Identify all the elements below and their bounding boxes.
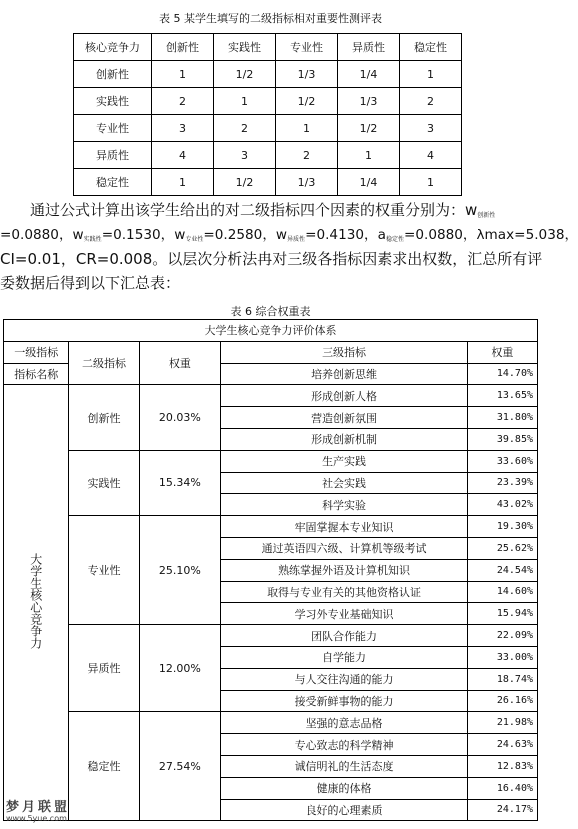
table-header-row xyxy=(74,34,462,61)
level3-weight: 43.02% xyxy=(467,494,537,516)
level3-weight: 25.62% xyxy=(467,537,537,559)
table-row xyxy=(74,142,462,169)
subscript: 创新性 xyxy=(477,212,496,219)
level3-weight: 15.94% xyxy=(467,603,537,625)
table-cell: 1 xyxy=(152,169,214,196)
subscript: 实践性 xyxy=(83,236,102,243)
level2-name: 实践性 xyxy=(69,450,139,515)
level3-weight: 31.80% xyxy=(467,407,537,429)
paragraph-text: 通过公式计算出该学生给出的对二级指标四个因素的权重分别为：w xyxy=(30,201,478,219)
table-cell: 1/3 xyxy=(276,169,338,196)
level3-weight: 13.65% xyxy=(467,385,537,407)
level3-item: 团队合作能力 xyxy=(221,625,468,647)
level3-item: 通过英语四六级、计算机等级考试 xyxy=(221,537,468,559)
table-cell: 1/2 xyxy=(276,88,338,115)
level3-weight: 39.85% xyxy=(467,428,537,450)
table-cell: 1/4 xyxy=(338,169,400,196)
level2-weight: 25.10% xyxy=(139,516,221,625)
level2-weight: 12.00% xyxy=(139,625,221,712)
level3-item: 取得与专业有关的其他资格认证 xyxy=(221,581,468,603)
level1-label: 大学生核心竞争力 xyxy=(28,553,43,650)
table5 xyxy=(73,33,462,196)
level3-item: 牢固掌握本专业知识 xyxy=(221,516,468,538)
level3-item: 学习外专业基础知识 xyxy=(221,603,468,625)
level3-item: 自学能力 xyxy=(221,646,468,668)
level3-item: 与人交往沟通的能力 xyxy=(221,668,468,690)
header-cell: 创新性 xyxy=(152,34,214,61)
header-weight: 权重 xyxy=(139,341,221,385)
table-row xyxy=(74,169,462,196)
paragraph-line-4: 委数据后得到以下汇总表： xyxy=(0,274,181,292)
level2-name: 专业性 xyxy=(69,516,139,625)
level3-weight: 33.60% xyxy=(467,450,537,472)
level2-name: 创新性 xyxy=(69,385,139,450)
table6-caption: 表 6 综合权重表 xyxy=(230,305,311,318)
header-cell: 专业性 xyxy=(276,34,338,61)
table-cell: 2 xyxy=(400,88,462,115)
paragraph-text: =0.4130，a xyxy=(305,227,386,243)
level3-weight: 21.98% xyxy=(467,712,537,734)
table-row xyxy=(74,115,462,142)
level2-weight: 20.03% xyxy=(139,385,221,450)
table-cell: 1 xyxy=(214,88,276,115)
level3-weight: 12.83% xyxy=(467,755,537,777)
table-cell: 2 xyxy=(152,88,214,115)
paragraph-text: =0.1530，w xyxy=(101,227,186,243)
header-cell: 异质性 xyxy=(338,34,400,61)
paragraph-line-3: CI=0.01，CR=0.008。以层次分析法冉对三级各指标因素求出权数，汇总所有评 xyxy=(0,250,543,268)
table-cell: 1 xyxy=(400,169,462,196)
level3-weight: 14.60% xyxy=(467,581,537,603)
level3-weight: 24.54% xyxy=(467,559,537,581)
table-cell: 1 xyxy=(338,142,400,169)
level3-weight: 19.30% xyxy=(467,516,537,538)
table-cell: 2 xyxy=(214,115,276,142)
table-cell: 1/3 xyxy=(276,61,338,88)
level3-item: 良好的心理素质 xyxy=(221,799,468,821)
level3-weight: 24.63% xyxy=(467,734,537,756)
level3-item: 专心致志的科学精神 xyxy=(221,734,468,756)
level3-item: 诚信明礼的生活态度 xyxy=(221,755,468,777)
table6 xyxy=(3,319,538,821)
watermark-url: www.5yue.com xyxy=(6,814,67,823)
table-cell: 1/2 xyxy=(214,61,276,88)
header-level2: 二级指标 xyxy=(69,341,139,385)
subscript: 稳定性 xyxy=(385,236,404,243)
level3-item: 社会实践 xyxy=(221,472,468,494)
paragraph-text: =0.0880，w xyxy=(0,227,84,243)
level2-name: 稳定性 xyxy=(69,712,139,821)
level2-weight: 27.54% xyxy=(139,712,221,821)
header-cell: 实践性 xyxy=(214,34,276,61)
watermark-logo: 梦月联盟 xyxy=(6,800,71,815)
header-cell: 核心竞争力 xyxy=(74,34,152,61)
level3-weight: 16.40% xyxy=(467,777,537,799)
row-label: 创新性 xyxy=(74,61,152,88)
level3-weight: 23.39% xyxy=(467,472,537,494)
paragraph-text: =0.2580，w xyxy=(203,227,288,243)
level3-item: 接受新鲜事物的能力 xyxy=(221,690,468,712)
header-cell: 稳定性 xyxy=(400,34,462,61)
row-label: 实践性 xyxy=(74,88,152,115)
level3-item: 科学实验 xyxy=(221,494,468,516)
level3-weight: 22.09% xyxy=(467,625,537,647)
table-cell: 3 xyxy=(152,115,214,142)
row-label: 专业性 xyxy=(74,115,152,142)
table-cell: 2 xyxy=(276,142,338,169)
level3-item: 熟练掌握外语及计算机知识 xyxy=(221,559,468,581)
row-label: 异质性 xyxy=(74,142,152,169)
subscript: 异质性 xyxy=(287,236,306,243)
table5-caption: 表 5 某学生填写的二级指标相对重要性测评表 xyxy=(159,12,382,25)
table-cell: 1 xyxy=(152,61,214,88)
table-cell: 4 xyxy=(152,142,214,169)
header-level1: 一级指标 xyxy=(4,341,69,363)
level2-name: 异质性 xyxy=(69,625,139,712)
level3-item: 形成创新人格 xyxy=(221,385,468,407)
table-cell: 1/2 xyxy=(338,115,400,142)
level3-weight: 33.00% xyxy=(467,646,537,668)
table-cell: 4 xyxy=(400,142,462,169)
level3-item: 培养创新思维 xyxy=(221,363,468,385)
header-level3: 三级指标 xyxy=(221,341,468,363)
level2-weight: 15.34% xyxy=(139,450,221,515)
subscript: 专业性 xyxy=(185,236,204,243)
table-cell: 1/3 xyxy=(338,88,400,115)
header-level1-name: 指标名称 xyxy=(4,363,69,385)
level3-weight: 18.74% xyxy=(467,668,537,690)
table-cell: 1 xyxy=(400,61,462,88)
table-cell: 1/4 xyxy=(338,61,400,88)
level3-weight: 14.70% xyxy=(467,363,537,385)
level3-weight: 24.17% xyxy=(467,799,537,821)
table-row xyxy=(74,88,462,115)
level3-item: 健康的体格 xyxy=(221,777,468,799)
row-label: 稳定性 xyxy=(74,169,152,196)
table-cell: 1/2 xyxy=(214,169,276,196)
level1-cell xyxy=(4,385,69,821)
table-row xyxy=(74,61,462,88)
level3-weight: 26.16% xyxy=(467,690,537,712)
level3-item: 形成创新机制 xyxy=(221,428,468,450)
level3-item: 营造创新氛围 xyxy=(221,407,468,429)
level3-item: 生产实践 xyxy=(221,450,468,472)
level3-item: 坚强的意志品格 xyxy=(221,712,468,734)
table-cell: 3 xyxy=(400,115,462,142)
table-cell: 1 xyxy=(276,115,338,142)
header-weight3: 权重 xyxy=(467,341,537,363)
paragraph-text: =0.0880，λmax=5.038， xyxy=(403,227,578,243)
table6-title: 大学生核心竞争力评价体系 xyxy=(4,320,538,342)
table-cell: 3 xyxy=(214,142,276,169)
